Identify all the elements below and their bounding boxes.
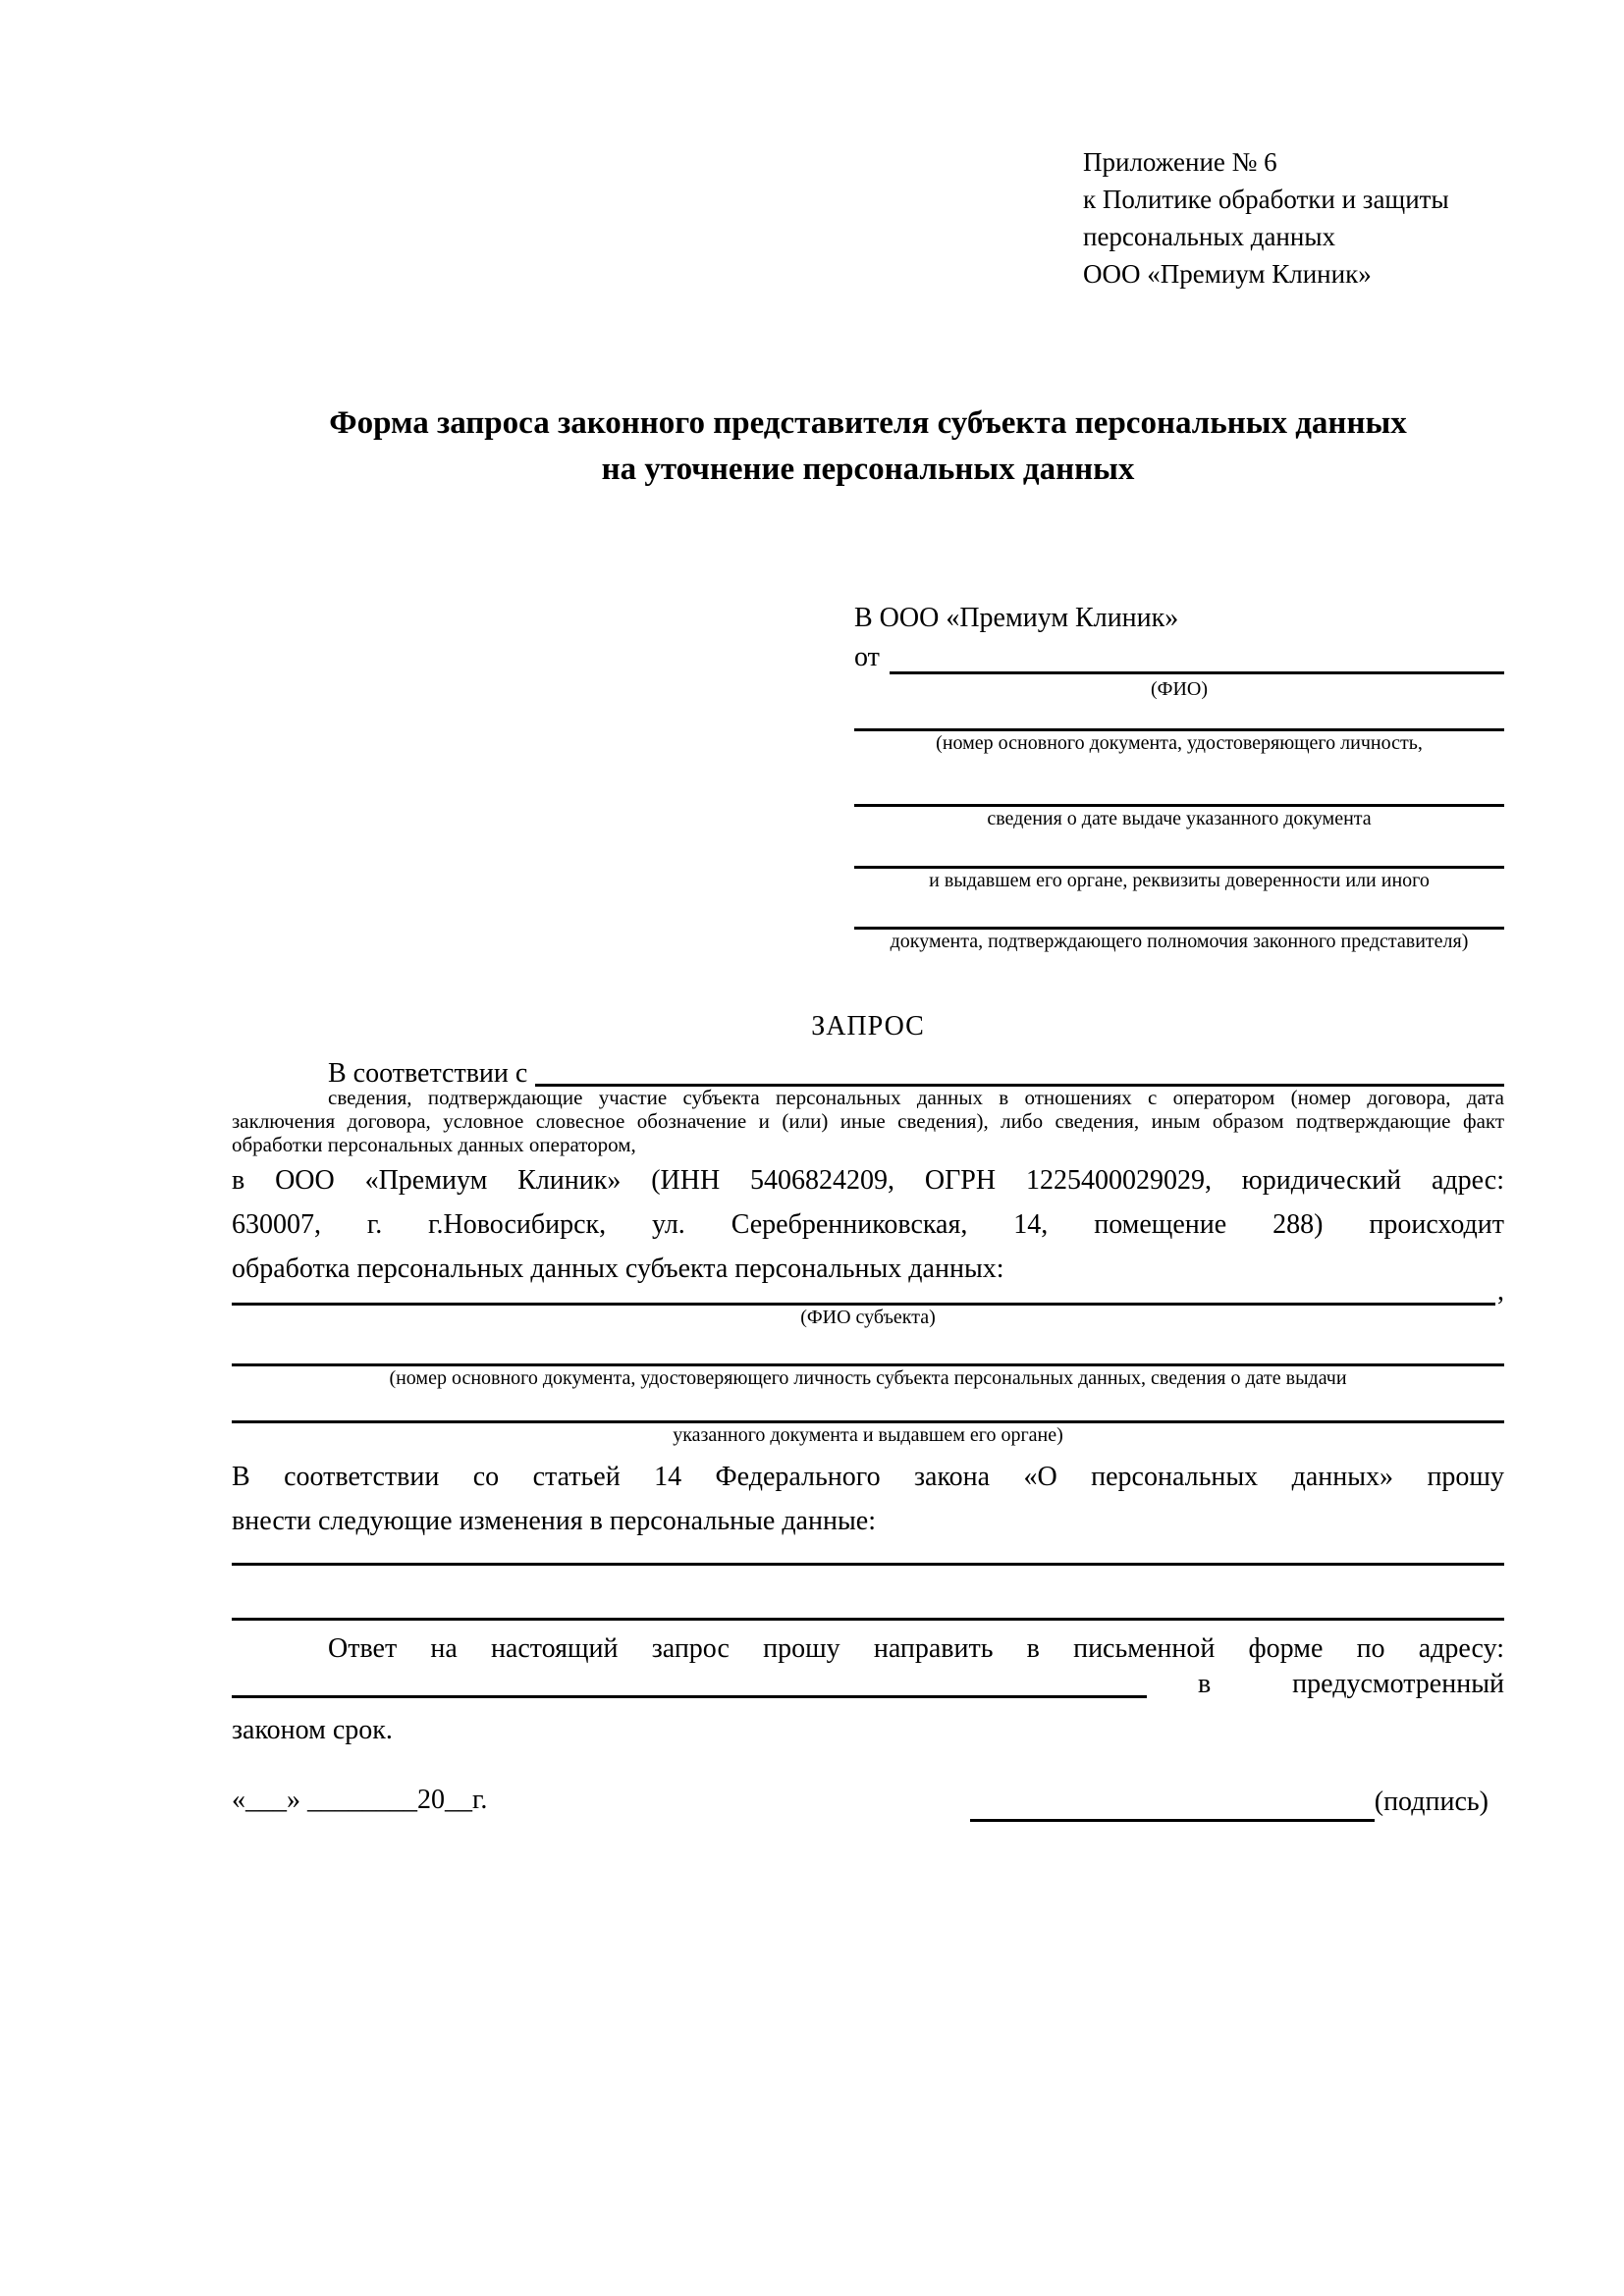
appendix-line: Приложение № 6	[1083, 147, 1277, 177]
law-line: В соответствии со статьей 14 Федерального закона «О персональных данных» прошу	[232, 1462, 1504, 1492]
footer-row	[232, 1779, 1504, 1822]
operator-line: обработка персональных данных субъекта персональных данных:	[232, 1254, 1004, 1284]
representative-doc-blank-3	[854, 830, 1504, 869]
reply-word-predusmotrenny: предусмотренный	[1292, 1669, 1504, 1699]
form-title	[232, 400, 1504, 493]
subject-doc-row-1	[232, 1329, 1504, 1366]
subject-fio-field	[232, 1268, 1504, 1329]
reply-address-blank	[232, 1668, 1147, 1698]
reply-address-row	[232, 1671, 1504, 1698]
doc-caption-2: сведения о дате выдаче указанного документа	[987, 808, 1372, 829]
intro-label: В соответствии с	[328, 1058, 528, 1089]
addressee-organization: В ООО «Премиум Клиник»	[854, 603, 1179, 633]
representative-doc-blank-2	[854, 755, 1504, 807]
representative-doc-blank-1	[854, 701, 1504, 731]
subject-fio-row	[232, 1268, 1504, 1306]
footnote-line: заключения договора, условное словесное обозначение и (или) иные сведения), либо сведения, иным образом подтверждающие факт	[232, 1109, 1504, 1133]
signature-caption: (подпись)	[1374, 1787, 1489, 1817]
operator-line: 630007, г. г.Новосибирск, ул. Серебренниковская, 14, помещение 288) происходит	[232, 1209, 1504, 1240]
representative-fio-blank	[890, 671, 1504, 674]
changes-blank-line-1	[232, 1525, 1504, 1566]
subject-doc-field-1	[232, 1329, 1504, 1390]
subject-fio-comma: ,	[1497, 1276, 1504, 1307]
law-line: внести следующие изменения в персональные данные:	[232, 1506, 876, 1536]
subject-fio-caption: (ФИО субъекта)	[800, 1307, 936, 1328]
appendix-line: ООО «Премиум Клиник»	[1083, 259, 1372, 289]
operator-line: в ООО «Премиум Клиник» (ИНН 5406824209, ОГРН 1225400029029, юридический адрес:	[232, 1165, 1504, 1196]
doc-caption-4: документа, подтверждающего полномочия законного представителя)	[890, 931, 1469, 952]
doc-caption-1: (номер основного документа, удостоверяющего личность,	[936, 732, 1423, 754]
reply-word-v: в	[1198, 1669, 1212, 1699]
representative-doc-blank-4	[854, 892, 1504, 930]
subject-doc-field-2	[232, 1386, 1504, 1447]
footnote-line: обработки персональных данных оператором,	[232, 1133, 636, 1156]
fio-caption: (ФИО)	[1150, 678, 1208, 700]
basis-footnote	[232, 1086, 1504, 1156]
from-row	[854, 638, 1504, 677]
addressee-block	[854, 599, 1504, 953]
footnote-line: сведения, подтверждающие участие субъекта персональных данных в отношениях с оператором (номер договора, дата	[328, 1086, 1504, 1109]
form-title-line-2: на уточнение персональных данных	[601, 452, 1135, 487]
subject-doc-caption-2: указанного документа и выдавшем его органе)	[673, 1424, 1063, 1446]
intro-row	[232, 1048, 1504, 1090]
request-heading: ЗАПРОС	[811, 1011, 925, 1041]
reply-paragraph	[232, 1628, 1504, 1752]
signature-blank	[970, 1789, 1375, 1822]
changes-blank-line-2	[232, 1580, 1504, 1621]
reply-line-3: законом срок.	[232, 1715, 393, 1745]
subject-doc-row-2	[232, 1386, 1504, 1423]
signature-group	[970, 1783, 1489, 1822]
date-blank: «___» ________20__г.	[232, 1785, 488, 1815]
form-title-line-1: Форма запроса законного представителя субъекта персональных данных	[329, 405, 1407, 441]
subject-doc-caption-1: (номер основного документа, удостоверяющего личность субъекта персональных данных, сведения о дате выдачи	[389, 1367, 1347, 1389]
doc-caption-3: и выдавшем его органе, реквизиты доверенности или иного	[929, 870, 1430, 891]
from-label: от	[854, 642, 880, 672]
reply-line-1: Ответ на настоящий запрос прошу направить в письменной форме по адресу:	[328, 1633, 1504, 1664]
appendix-line: персональных данных	[1083, 222, 1335, 251]
appendix-note	[1083, 143, 1520, 293]
appendix-line: к Политике обработки и защиты	[1083, 185, 1449, 214]
